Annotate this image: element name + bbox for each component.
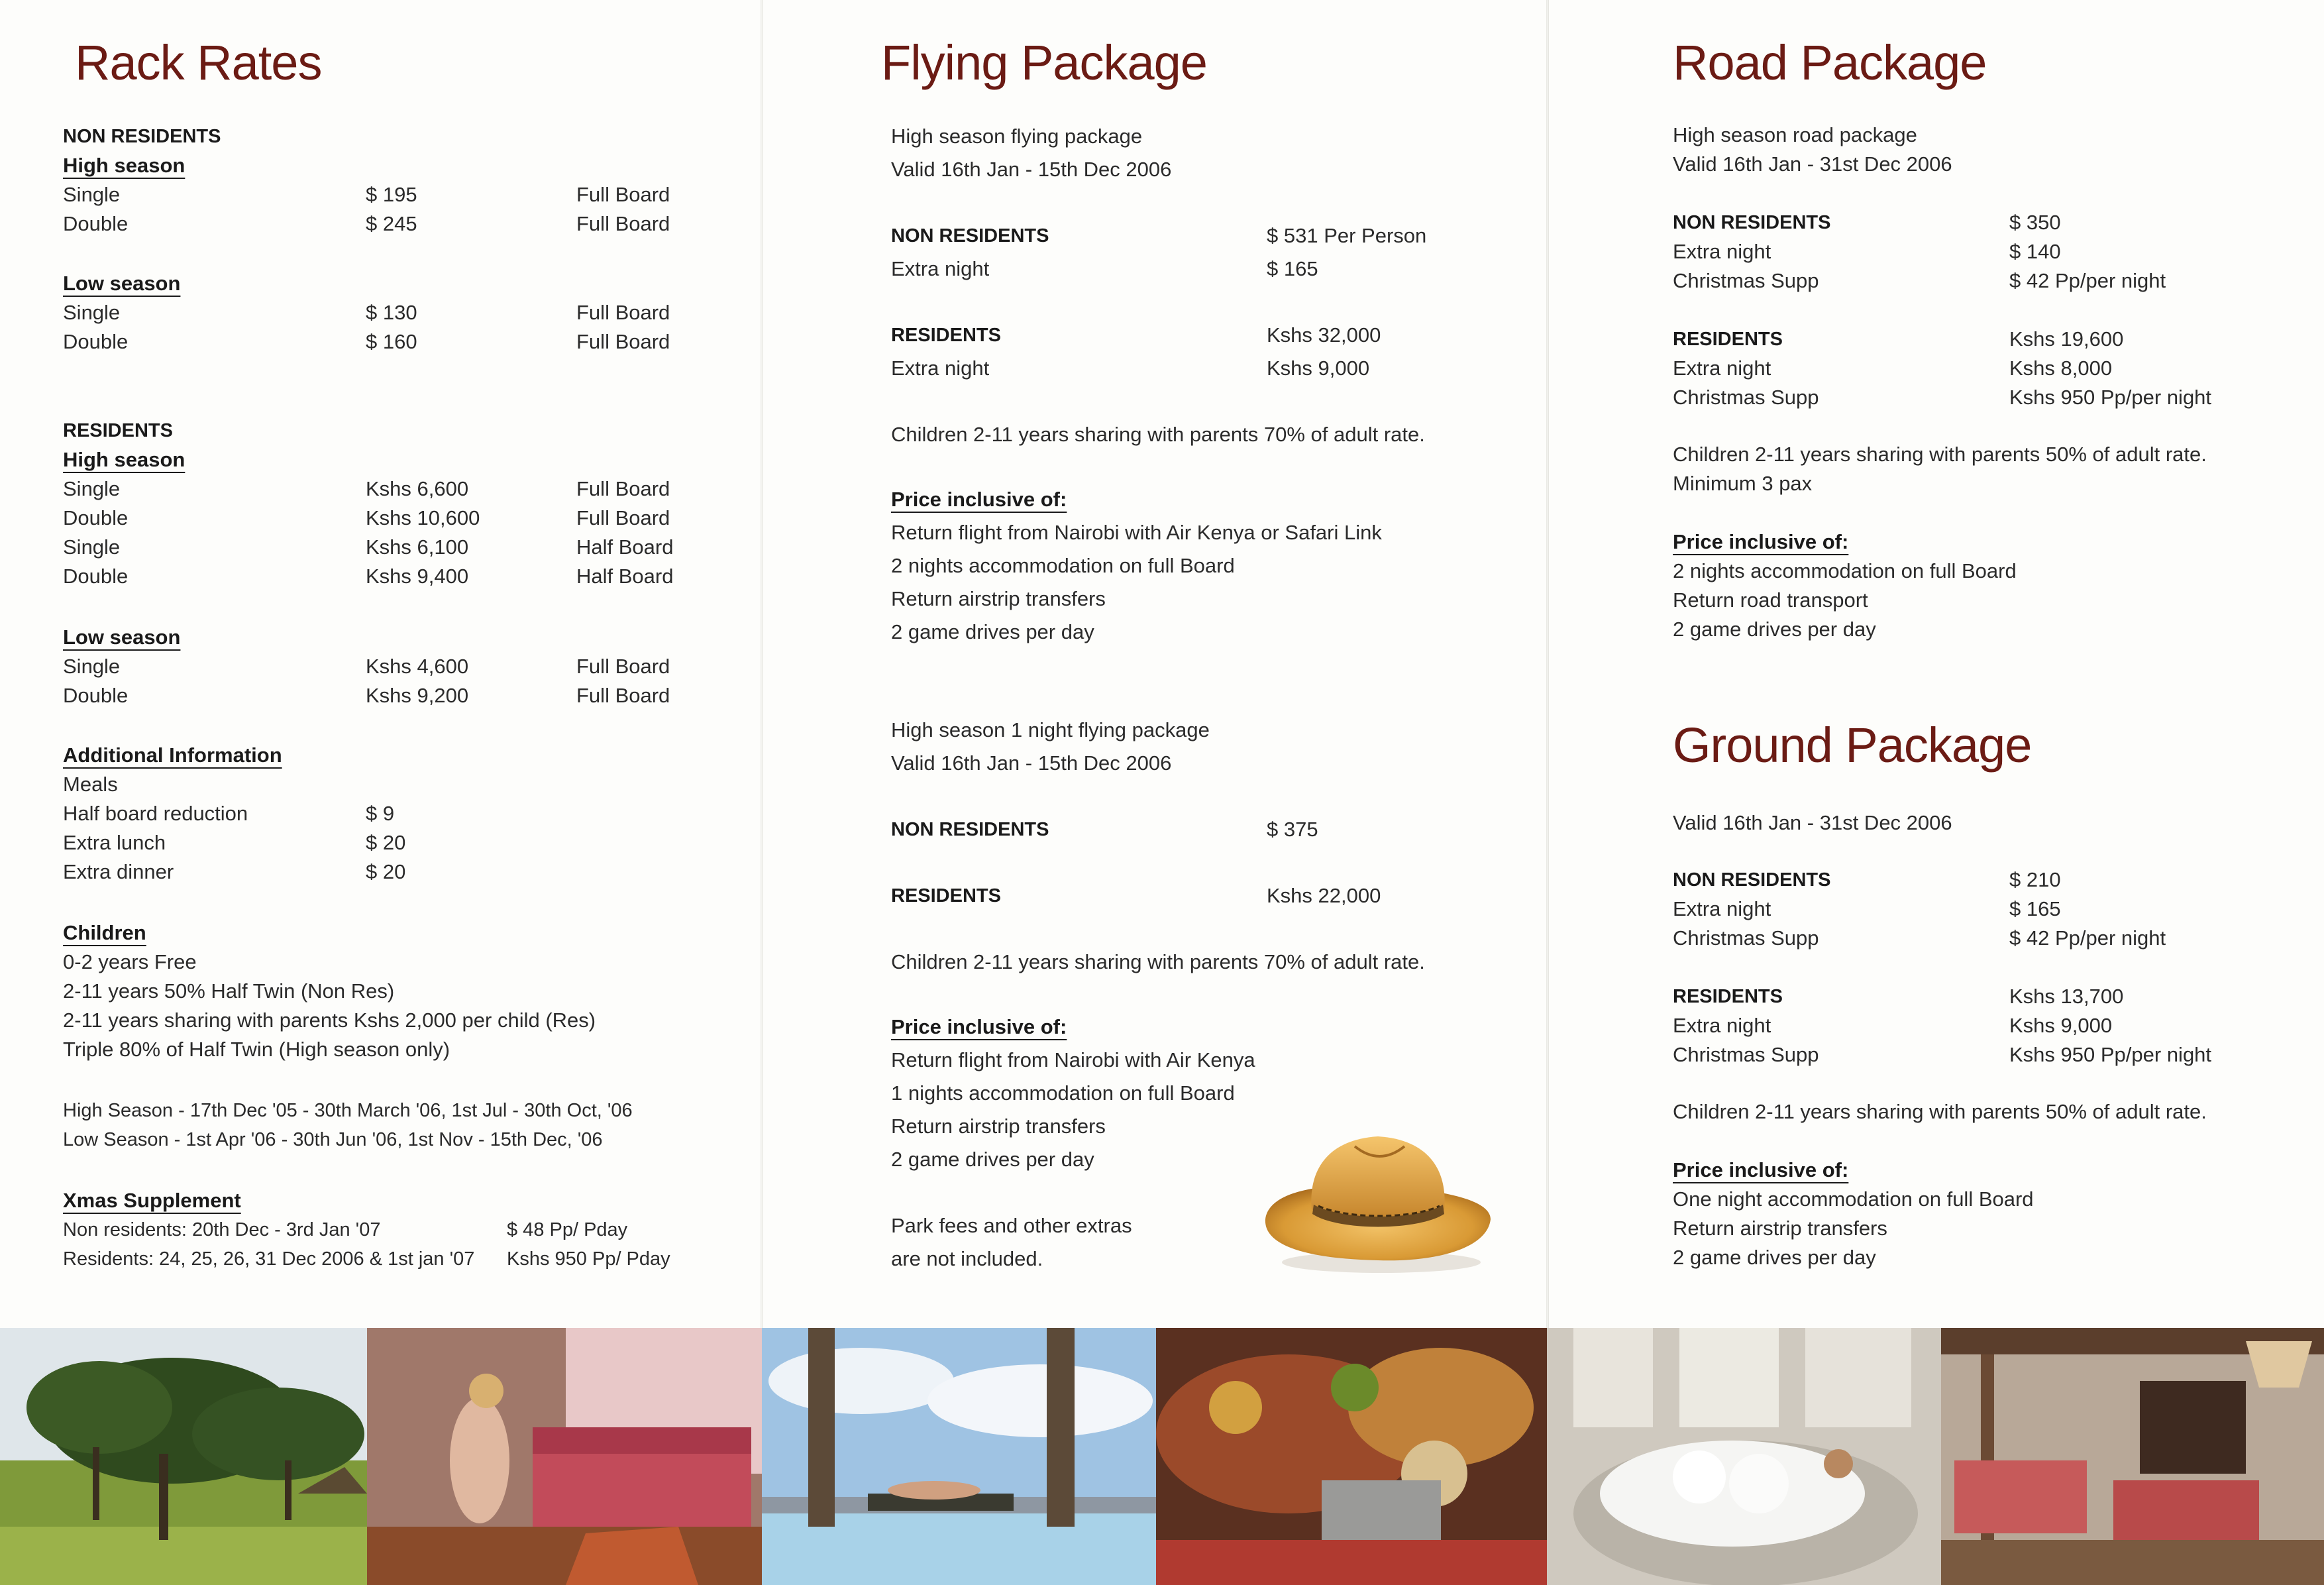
nonres-price: $ 531 Per Person xyxy=(1267,224,1427,247)
nonres-heading: NON RESIDENTS xyxy=(63,126,221,147)
flying-package-title: Flying Package xyxy=(881,35,1207,90)
ground-row-label: NON RESIDENTS xyxy=(1673,869,1831,891)
inclusive-item: Return airstrip transfers xyxy=(891,1115,1106,1138)
inclusive-item: Return flight from Nairobi with Air Kenya or Safari Link xyxy=(891,521,1382,544)
rate-type: Single xyxy=(63,655,121,678)
inclusive-item: Return flight from Nairobi with Air Kenya xyxy=(891,1048,1255,1071)
children-note: Children 2-11 years sharing with parents 50% of adult rate. xyxy=(1673,1100,2207,1123)
addl-item: Half board reduction xyxy=(63,802,248,825)
rate-board: Full Board xyxy=(576,183,670,206)
inclusive-item: Return airstrip transfers xyxy=(1673,1217,1887,1240)
rate-board: Full Board xyxy=(576,212,670,235)
res-label: RESIDENTS xyxy=(891,885,1001,906)
road-package-title: Road Package xyxy=(1673,35,1987,90)
road-row-value: Kshs 8,000 xyxy=(2009,356,2113,380)
addl-price: $ 20 xyxy=(366,831,406,854)
road-row-value: Kshs 950 Pp/per night xyxy=(2009,386,2212,409)
addl-item: Extra dinner xyxy=(63,860,174,883)
inclusive-heading: Price inclusive of: xyxy=(1673,530,1849,553)
inclusive-heading: Price inclusive of: xyxy=(1673,1158,1849,1181)
rate-price: $ 245 xyxy=(366,212,417,235)
rate-type: Double xyxy=(63,330,129,353)
rate-price: $ 160 xyxy=(366,330,417,353)
low-season-dates: Low Season - 1st Apr '06 - 30th Jun '06, 1st Nov - 15th Dec, '06 xyxy=(63,1129,603,1150)
extra-night-label: Extra night xyxy=(891,356,990,380)
minimum-pax: Minimum 3 pax xyxy=(1673,472,1813,495)
package-validity: Valid 16th Jan - 31st Dec 2006 xyxy=(1673,152,1952,176)
residents-heading: RESIDENTS xyxy=(63,420,173,441)
xmas-price: $ 48 Pp/ Pday xyxy=(507,1219,628,1240)
ground-package-title: Ground Package xyxy=(1673,718,2032,773)
inclusive-item: 2 game drives per day xyxy=(1673,618,1876,641)
children-heading: Children xyxy=(63,921,146,944)
bubble-bath-photo xyxy=(1547,1328,1941,1585)
package-validity: Valid 16th Jan - 31st Dec 2006 xyxy=(1673,811,1952,834)
rate-board: Half Board xyxy=(576,565,674,588)
road-row-label: Christmas Supp xyxy=(1673,269,1819,292)
rate-board: Full Board xyxy=(576,655,670,678)
buffet-photo xyxy=(1156,1328,1547,1585)
road-row-value: $ 42 Pp/per night xyxy=(2009,269,2166,292)
park-fees-note: are not included. xyxy=(891,1247,1043,1270)
rate-board: Full Board xyxy=(576,330,670,353)
rate-board: Full Board xyxy=(576,506,670,529)
ground-row-value: $ 210 xyxy=(2009,868,2061,891)
rate-type: Single xyxy=(63,301,121,324)
inclusive-item: 2 nights accommodation on full Board xyxy=(1673,559,2017,582)
rate-price: Kshs 9,400 xyxy=(366,565,469,588)
ground-row-label: Extra night xyxy=(1673,897,1771,920)
inclusive-heading: Price inclusive of: xyxy=(891,1015,1067,1038)
inclusive-item: Return road transport xyxy=(1673,588,1868,612)
road-row-label: Christmas Supp xyxy=(1673,386,1819,409)
acacia-trees-photo xyxy=(0,1328,367,1585)
low-season-heading: Low season xyxy=(63,272,181,295)
inclusive-item: 1 nights accommodation on full Board xyxy=(891,1081,1235,1105)
children-line: 0-2 years Free xyxy=(63,950,197,973)
xmas-price: Kshs 950 Pp/ Pday xyxy=(507,1248,670,1270)
safari-hat-icon xyxy=(1255,1120,1501,1279)
road-row-label: RESIDENTS xyxy=(1673,329,1783,350)
res-price: Kshs 32,000 xyxy=(1267,323,1381,347)
res-label: RESIDENTS xyxy=(891,325,1001,346)
rate-price: $ 130 xyxy=(366,301,417,324)
package-validity: Valid 16th Jan - 15th Dec 2006 xyxy=(891,751,1172,775)
road-row-value: Kshs 19,600 xyxy=(2009,327,2124,351)
rate-type: Single xyxy=(63,183,121,206)
road-row-value: $ 350 xyxy=(2009,211,2061,234)
ground-row-value: $ 42 Pp/per night xyxy=(2009,926,2166,950)
lounge-photo xyxy=(1941,1328,2324,1585)
rack-rates-title: Rack Rates xyxy=(75,35,322,90)
road-row-label: Extra night xyxy=(1673,240,1771,263)
nonres-label: NON RESIDENTS xyxy=(891,819,1049,840)
meals-label: Meals xyxy=(63,773,118,796)
xmas-who: Non residents: 20th Dec - 3rd Jan '07 xyxy=(63,1219,381,1240)
pool-loungers-photo xyxy=(762,1328,1156,1585)
children-note: Children 2-11 years sharing with parents 70% of adult rate. xyxy=(891,423,1425,446)
road-row-value: $ 140 xyxy=(2009,240,2061,263)
flying-package-panel xyxy=(762,0,1547,1325)
road-row-label: NON RESIDENTS xyxy=(1673,212,1831,233)
rate-price: Kshs 6,600 xyxy=(366,477,469,500)
rate-price: Kshs 10,600 xyxy=(366,506,480,529)
ground-row-value: Kshs 9,000 xyxy=(2009,1014,2113,1037)
package-name: High season 1 night flying package xyxy=(891,718,1210,741)
bedroom-photo xyxy=(367,1328,762,1585)
road-ground-panel xyxy=(1547,0,2324,1325)
rate-price: Kshs 6,100 xyxy=(366,535,469,559)
ground-row-value: Kshs 950 Pp/per night xyxy=(2009,1043,2212,1066)
addl-price: $ 9 xyxy=(366,802,395,825)
children-note: Children 2-11 years sharing with parents 70% of adult rate. xyxy=(891,950,1425,973)
inclusive-item: 2 game drives per day xyxy=(1673,1246,1876,1269)
rate-price: $ 195 xyxy=(366,183,417,206)
rate-type: Double xyxy=(63,212,129,235)
inclusive-heading: Price inclusive of: xyxy=(891,488,1067,511)
rack-rates-panel xyxy=(0,0,762,1325)
rate-type: Single xyxy=(63,477,121,500)
children-line: 2-11 years 50% Half Twin (Non Res) xyxy=(63,979,395,1003)
nonres-price: $ 375 xyxy=(1267,818,1318,841)
package-validity: Valid 16th Jan - 15th Dec 2006 xyxy=(891,158,1172,181)
res-extra-price: Kshs 9,000 xyxy=(1267,356,1370,380)
inclusive-item: Return airstrip transfers xyxy=(891,587,1106,610)
nonres-extra-price: $ 165 xyxy=(1267,257,1318,280)
res-low-season-heading: Low season xyxy=(63,626,181,649)
inclusive-item: 2 game drives per day xyxy=(891,620,1094,643)
xmas-who: Residents: 24, 25, 26, 31 Dec 2006 & 1st jan '07 xyxy=(63,1248,475,1270)
rate-board: Half Board xyxy=(576,535,674,559)
package-name: High season flying package xyxy=(891,125,1143,148)
addl-item: Extra lunch xyxy=(63,831,166,854)
ground-row-value: $ 165 xyxy=(2009,897,2061,920)
additional-info-heading: Additional Information xyxy=(63,743,282,767)
rate-price: Kshs 9,200 xyxy=(366,684,469,707)
rate-type: Double xyxy=(63,684,129,707)
rate-price: Kshs 4,600 xyxy=(366,655,469,678)
addl-price: $ 20 xyxy=(366,860,406,883)
package-name: High season road package xyxy=(1673,123,1917,146)
children-note: Children 2-11 years sharing with parents 50% of adult rate. xyxy=(1673,443,2207,466)
rate-type: Double xyxy=(63,565,129,588)
inclusive-item: 2 game drives per day xyxy=(891,1148,1094,1171)
ground-row-label: Extra night xyxy=(1673,1014,1771,1037)
inclusive-item: One night accommodation on full Board xyxy=(1673,1187,2034,1211)
rate-type: Double xyxy=(63,506,129,529)
ground-row-label: Christmas Supp xyxy=(1673,926,1819,950)
rate-type: Single xyxy=(63,535,121,559)
ground-row-label: RESIDENTS xyxy=(1673,986,1783,1007)
xmas-supplement-heading: Xmas Supplement xyxy=(63,1189,241,1212)
inclusive-item: 2 nights accommodation on full Board xyxy=(891,554,1235,577)
children-line: 2-11 years sharing with parents Kshs 2,000 per child (Res) xyxy=(63,1009,596,1032)
children-line: Triple 80% of Half Twin (High season only) xyxy=(63,1038,450,1061)
nonres-label: NON RESIDENTS xyxy=(891,225,1049,246)
rate-board: Full Board xyxy=(576,684,670,707)
extra-night-label: Extra night xyxy=(891,257,990,280)
ground-row-label: Christmas Supp xyxy=(1673,1043,1819,1066)
ground-row-value: Kshs 13,700 xyxy=(2009,985,2124,1008)
rate-board: Full Board xyxy=(576,477,670,500)
res-high-season-heading: High season xyxy=(63,448,185,471)
rate-board: Full Board xyxy=(576,301,670,324)
park-fees-note: Park fees and other extras xyxy=(891,1214,1132,1237)
res-price: Kshs 22,000 xyxy=(1267,884,1381,907)
high-season-dates: High Season - 17th Dec '05 - 30th March '06, 1st Jul - 30th Oct, '06 xyxy=(63,1100,633,1121)
road-row-label: Extra night xyxy=(1673,356,1771,380)
high-season-heading: High season xyxy=(63,154,185,177)
